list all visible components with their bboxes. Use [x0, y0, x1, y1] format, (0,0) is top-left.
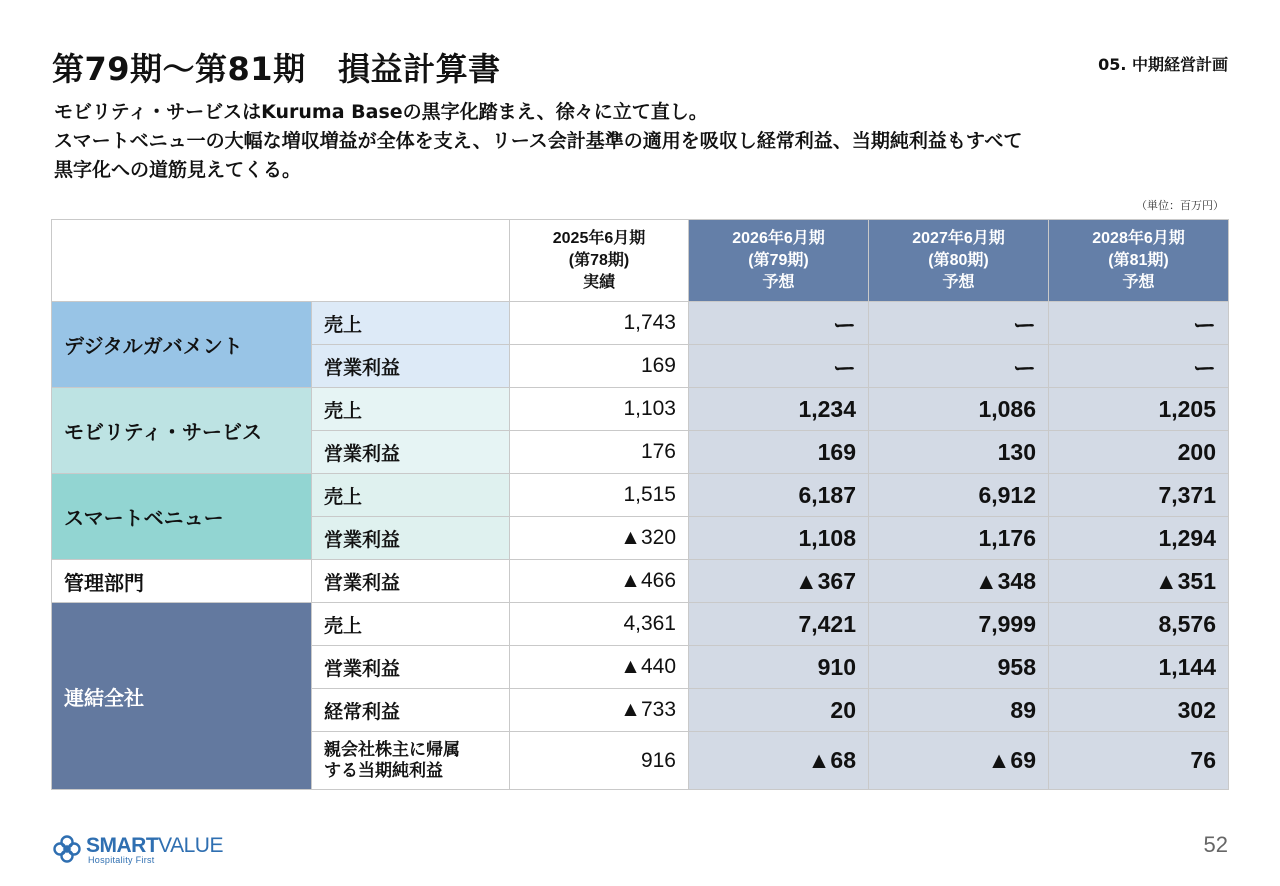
value-cell: ▲68 [689, 732, 869, 790]
value-cell: 169 [510, 345, 689, 388]
header-fy2025-year: 2025年6月期 [552, 229, 646, 247]
row-label: 営業利益 [312, 517, 510, 560]
value-cell: 7,421 [689, 603, 869, 646]
row-label: 経常利益 [312, 689, 510, 732]
header-fy2025 [510, 220, 689, 302]
header-fy2028 [1049, 220, 1229, 302]
value-cell: 200 [1049, 431, 1229, 474]
row-label: 売上 [312, 302, 510, 345]
value-cell: ▲69 [869, 732, 1049, 790]
table-row [52, 388, 1229, 431]
row-label-line: する当期純利益 [324, 760, 443, 781]
segment-digital-government: デジタルガバメント [52, 302, 312, 388]
header-fy2027-year: 2027年6月期 [912, 229, 1005, 247]
value-cell: 4,361 [510, 603, 689, 646]
value-cell: 89 [869, 689, 1049, 732]
value-cell: 1,103 [510, 388, 689, 431]
value-cell: 169 [689, 431, 869, 474]
value-cell: 1,743 [510, 302, 689, 345]
segment-management: 管理部門 [52, 560, 312, 603]
table-row [52, 560, 1229, 603]
summary-text [54, 98, 1234, 185]
value-cell: 1,108 [689, 517, 869, 560]
value-cell: ▲351 [1049, 560, 1229, 603]
value-cell: 302 [1049, 689, 1229, 732]
row-label: 営業利益 [312, 431, 510, 474]
summary-line-2: スマートベニュ一の大幅な増収増益が全体を支え、リース会計基準の適用を吸収し経常利益、当期純利益もすべて [54, 130, 1023, 152]
page-title: 第79期～第81期 損益計算書 [52, 50, 501, 88]
value-cell: ▲440 [510, 646, 689, 689]
row-label: 営業利益 [312, 646, 510, 689]
header-blank-cell [52, 220, 510, 302]
value-cell: 130 [869, 431, 1049, 474]
value-cell: ▲348 [869, 560, 1049, 603]
value-cell: 1,205 [1049, 388, 1229, 431]
header-fy2026-type: 予想 [762, 273, 795, 291]
segment-smart-venue: スマートベニュー [52, 474, 312, 560]
value-cell: 1,515 [510, 474, 689, 517]
header-fy2026-term: (第79期) [748, 251, 809, 269]
row-label [312, 732, 510, 790]
header-fy2027-type: 予想 [942, 273, 975, 291]
segment-consolidated: 連結全社 [52, 603, 312, 790]
company-logo [52, 832, 252, 868]
value-cell: 1,144 [1049, 646, 1229, 689]
income-statement-table [51, 219, 1229, 790]
value-cell: ー [689, 302, 869, 345]
value-cell: 1,294 [1049, 517, 1229, 560]
value-cell: 916 [510, 732, 689, 790]
value-cell: 6,187 [689, 474, 869, 517]
value-cell: 7,371 [1049, 474, 1229, 517]
value-cell: ー [1049, 302, 1229, 345]
clover-logo-icon [52, 834, 82, 864]
logo-tagline: Hospitality First [88, 855, 155, 865]
table-row [52, 603, 1229, 646]
header-fy2028-year: 2028年6月期 [1092, 229, 1185, 247]
header-fy2026 [689, 220, 869, 302]
table-header-row [52, 220, 1229, 302]
header-fy2027-term: (第80期) [928, 251, 989, 269]
value-cell: ▲466 [510, 560, 689, 603]
page-number: 52 [1203, 832, 1228, 857]
value-cell: 76 [1049, 732, 1229, 790]
value-cell: ▲320 [510, 517, 689, 560]
row-label: 営業利益 [312, 560, 510, 603]
row-label: 営業利益 [312, 345, 510, 388]
value-cell: 1,086 [869, 388, 1049, 431]
value-cell: 958 [869, 646, 1049, 689]
header-fy2025-type: 実績 [582, 273, 615, 291]
value-cell: 6,912 [869, 474, 1049, 517]
segment-mobility-service: モビリティ・サービス [52, 388, 312, 474]
header-fy2028-term: (第81期) [1108, 251, 1169, 269]
value-cell: ▲733 [510, 689, 689, 732]
value-cell: 1,234 [689, 388, 869, 431]
value-cell: 176 [510, 431, 689, 474]
summary-line-1: モビリティ・サービスはKuruma Baseの黒字化踏まえ、徐々に立て直し。 [54, 101, 708, 123]
logo-word-value: VALUE [158, 834, 223, 857]
table-row [52, 474, 1229, 517]
value-cell: 8,576 [1049, 603, 1229, 646]
row-label: 売上 [312, 603, 510, 646]
row-label: 売上 [312, 474, 510, 517]
value-cell: ▲367 [689, 560, 869, 603]
logo-word-smart: SMART [86, 834, 159, 857]
unit-note: （単位：百万円） [1136, 199, 1224, 212]
header-fy2027 [869, 220, 1049, 302]
section-label: 05. 中期経営計画 [1098, 55, 1228, 74]
value-cell: 910 [689, 646, 869, 689]
header-fy2026-year: 2026年6月期 [732, 229, 825, 247]
table-row [52, 302, 1229, 345]
value-cell: 7,999 [869, 603, 1049, 646]
value-cell: ー [689, 345, 869, 388]
header-fy2028-type: 予想 [1122, 273, 1155, 291]
value-cell: ー [1049, 345, 1229, 388]
value-cell: 20 [689, 689, 869, 732]
summary-line-3: 黒字化への道筋見えてくる。 [54, 159, 302, 181]
header-fy2025-term: (第78期) [568, 251, 630, 269]
value-cell: 1,176 [869, 517, 1049, 560]
row-label-line: 親会社株主に帰属 [324, 739, 460, 760]
value-cell: ー [869, 302, 1049, 345]
value-cell: ー [869, 345, 1049, 388]
row-label: 売上 [312, 388, 510, 431]
